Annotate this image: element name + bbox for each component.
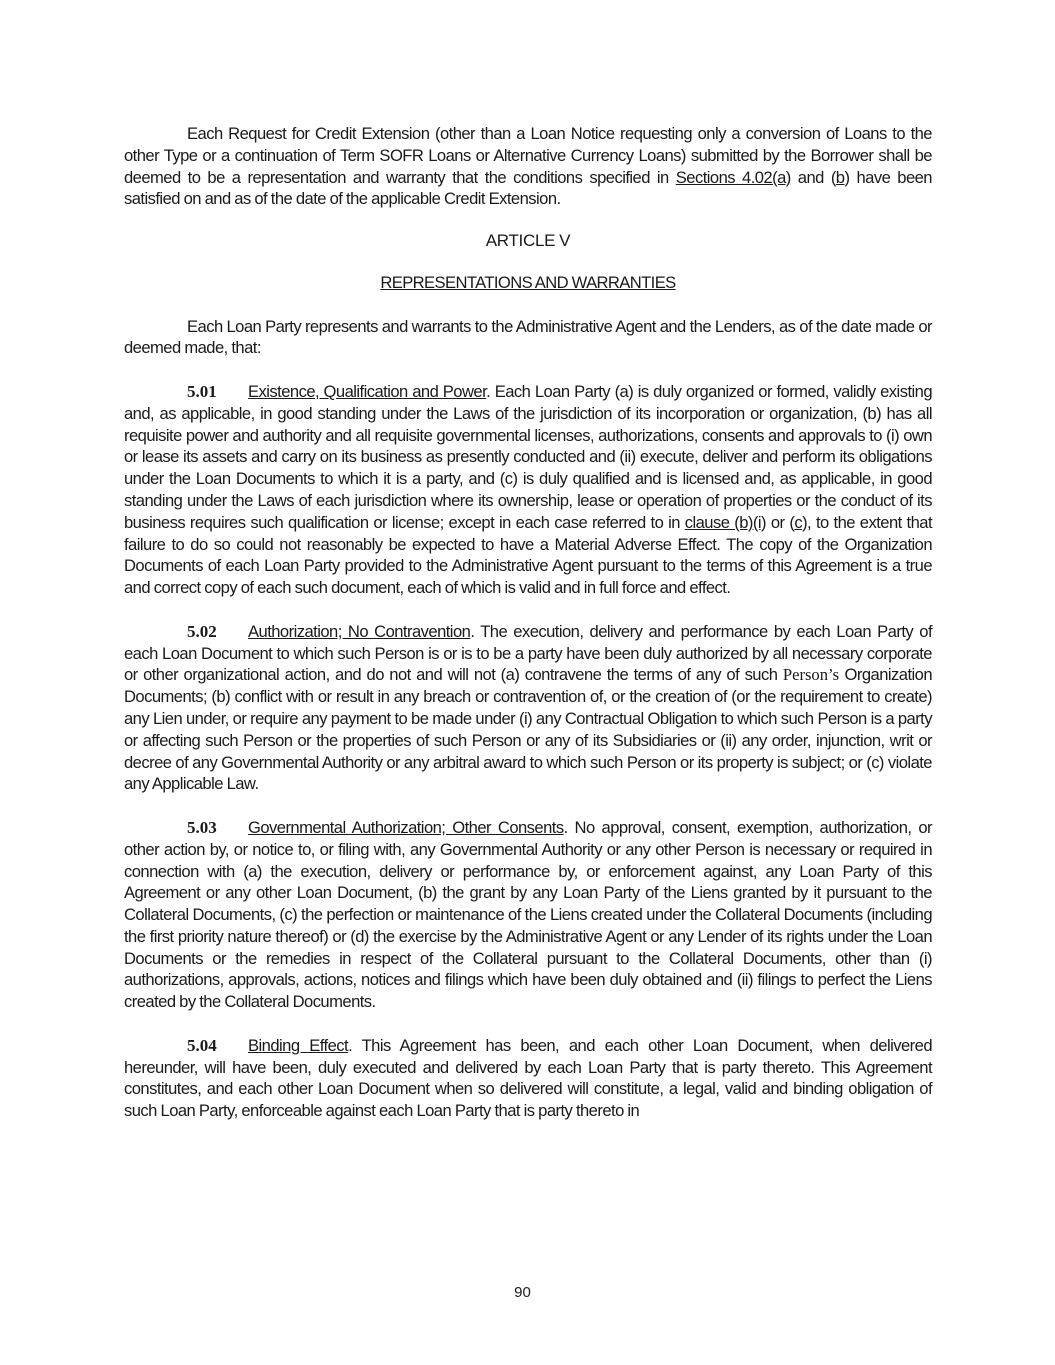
lead-in-paragraph: Each Loan Party represents and warrants to the Administrative Agent and the Lenders, as of the date made or deemed made, that: [124, 316, 932, 358]
section-number: 5.02 [187, 621, 217, 641]
section-text: . This Agreement has been, and each other Loan Document, when delivered hereunder, will have been, duly executed and delivered by each Loan Party that is party thereto. This Agreement constitutes, and each other Loan Document when so delivered will constitute, a legal, valid and binding obligation of such Loan Party, enforceable against each Loan Party that is party thereto in [124, 1035, 933, 1121]
section-heading: Governmental Authorization; Other Consents [248, 817, 564, 837]
article-title: REPRESENTATIONS AND WARRANTIES [380, 272, 676, 292]
section-text: . No approval, consent, exemption, authorization, or other action by, or notice to, or filing with, any Governmental Authority or any other Person is necessary or required in connection with (a) the execution, delivery or performance by, or enforcement against, any Loan Party of this Agreement or any other Loan Document, (b) the grant by any Loan Party of the Liens granted by it pursuant to the Collateral Documents, (c) the perfection or maintenance of the Liens created under the Collateral Documents (including the first priority nature thereof) or (d) the exercise by the Administrative Agent or any Lender of its rights under the Loan Documents or the remedies in respect of the Collateral pursuant to the Collateral Documents, other than (i) authorizations, approvals, actions, notices and filings which have been duly obtained and (ii) filings to perfect the Liens created by the Collateral Documents. [124, 817, 932, 1012]
section-5-03 [124, 817, 932, 1013]
spacer [124, 294, 932, 316]
section-number: 5.03 [187, 817, 217, 837]
spacer [124, 795, 932, 817]
document-page [124, 123, 932, 1122]
page-number: 90 [514, 1284, 531, 1301]
intro-text: Each Request for Credit Extension (other than a Loan Notice requesting only a conversion of Loans to the other Type or a continuation of Term SOFR Loans or Alternative Currency Loans) submitted by the Borrower shall be deemed to be a representation and warranty that the conditions specified in [124, 124, 932, 187]
intro-text-and: and ( [790, 167, 836, 187]
section-heading: Binding Effect [248, 1035, 349, 1055]
section-text: . Each Loan Party (a) is duly organized or formed, validly existing and, as applicable, in good standing under the Laws of the jurisdiction of its incorporation or organization, (b) has all requisite power and authority and all requisite governmental licenses, authorizations, consents and approvals to (i) own or lease its assets and carry on its business as presently conducted and (ii) execute, deliver and perform its obligations under the Loan Documents to which it is a party, and (c) is duly qualified and is licensed and, as applicable, in good standing under the Laws of each jurisdiction where its ownership, lease or operation of properties or the conduct of its business requires such qualification or license; except in each case referred to in [124, 381, 932, 532]
section-5-01 [124, 381, 932, 599]
intro-paragraph [124, 123, 932, 210]
section-text-serif: Person’s [782, 665, 840, 685]
spacer [124, 359, 932, 381]
article-number: ARTICLE V [485, 231, 571, 251]
intro-text-end: ) have been satisfied on and as of the date of the applicable Credit Extension. [124, 167, 932, 209]
clause-c-reference[interactable]: c [794, 512, 803, 532]
spacer [124, 1013, 932, 1035]
section-5-02 [124, 621, 932, 795]
section-text: . The execution, delivery and performance by each Loan Party of each Loan Document to which such Person is or is to be a party have been duly authorized by all necessary corporate or other organizational action, and do not and will not (a) contravene the terms of any of such [124, 621, 932, 685]
clause-b-i-reference[interactable]: clause (b)(i) [684, 512, 766, 532]
section-number: 5.01 [187, 381, 217, 401]
section-number: 5.04 [187, 1035, 217, 1055]
sections-4-02-a-reference[interactable]: Sections 4.02(a) [675, 167, 791, 187]
section-text: ), to the extent that failure to do so could not reasonably be expected to have a Material Adverse Effect. The copy of the Organization Documents of each Loan Party provided to the Administrative Agent pursuant to the terms of this Agreement is a true and correct copy of each such document, each of which is valid and in full force and effect. [124, 512, 933, 598]
section-heading: Existence, Qualification and Power [248, 381, 487, 401]
section-b-reference[interactable]: b [835, 167, 845, 187]
spacer [124, 599, 932, 621]
section-5-04 [124, 1035, 932, 1122]
section-text: Organization Documents; (b) conflict with or result in any breach or contravention of, or the creation of (or the requirement to create) any Lien under, or require any payment to be made under (i) any Contractual Obligation to which such Person is a party or affecting such Person or the properties of such Person or any of its Subsidiaries or (ii) any order, injunction, writ or decree of any Governmental Authority or any arbitral award to which such Person or its property is subject; or (c) violate any Applicable Law. [124, 665, 932, 794]
section-text: or ( [765, 512, 795, 532]
section-heading: Authorization; No Contravention [248, 621, 471, 641]
